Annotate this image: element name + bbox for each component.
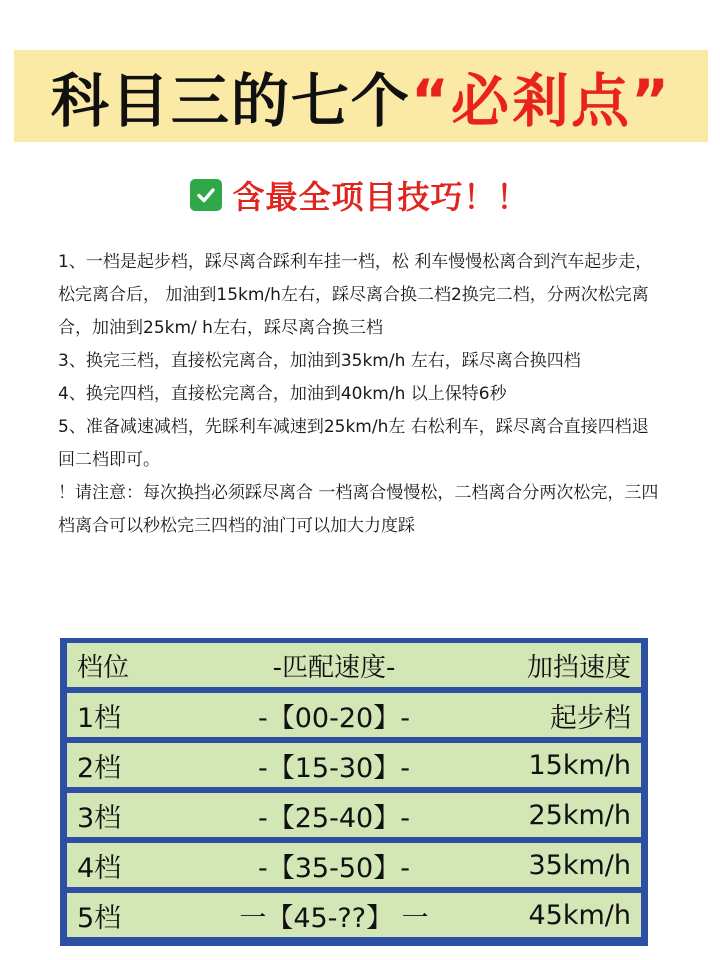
note-paragraph: ！请注意：每次换挡必须踩尽离合 一档离合慢慢松，二档离合分两次松完，三四 档离合可以秒松完三四档的油门可以加大力度踩 [58,483,659,536]
shift-speed-cell: 45km/h [528,899,631,931]
subtitle [0,172,720,218]
title-banner [14,50,708,142]
header-gear: 档位 [77,652,130,683]
subtitle-text: 含最全项目技巧！！ [232,178,530,216]
gear-cell: 2档 [77,752,122,784]
gear-speed-table [60,638,648,946]
gear-cell: 3档 [77,802,122,834]
instruction-paragraph: 1、一档是起步档，踩尽离合踩利车挂一档，松 利车慢慢松离合到汽车起步走，松完离合后， 加油到15km/h左右，踩尽离合换二档2换完二档，分两次松完离合，加油到25km/ h左右，踩尽离合换三档 [58,252,653,338]
page-title [14,50,708,142]
match-speed-cell: -【35-50】- [258,852,410,884]
shift-speed-cell: 25km/h [528,799,631,831]
shift-speed-cell: 15km/h [528,749,631,781]
table-row [67,893,641,937]
shift-speed-cell: 35km/h [528,849,631,881]
instruction-paragraph: 3、换完三档，直接松完离合，加油到35km/h 左右，踩尽离合换四档 [58,351,581,371]
match-speed-cell: 一【45-??】 一 [239,902,429,934]
table-row [67,793,641,837]
table-row [67,743,641,787]
gear-cell: 4档 [77,852,122,884]
match-speed-cell: -【25-40】- [258,802,410,834]
gear-cell: 5档 [77,902,122,934]
check-mark-icon [190,179,222,211]
table-row [67,693,641,737]
instruction-paragraph: 4、换完四档，直接松完离合，加油到40km/h 以上保特6秒 [58,384,507,404]
match-speed-cell: -【00-20】- [258,702,410,734]
instructions [58,246,662,543]
title-prefix: 科目三的七个 [50,67,411,135]
title-highlight: “必剎点” [410,67,672,135]
instruction-paragraph: 5、准备减速减档，先睬利车减速到25km/h左 右松利车，踩尽离合直接四档退回二档即可。 [58,417,649,470]
header-match-speed: -匹配速度- [272,652,396,683]
gear-cell: 1档 [77,702,122,734]
header-shift-speed: 加挡速度 [526,652,631,683]
shift-speed-cell: 起步档 [550,702,631,734]
table-row [67,843,641,887]
match-speed-cell: -【15-30】- [258,752,410,784]
table-header-row [67,643,641,687]
